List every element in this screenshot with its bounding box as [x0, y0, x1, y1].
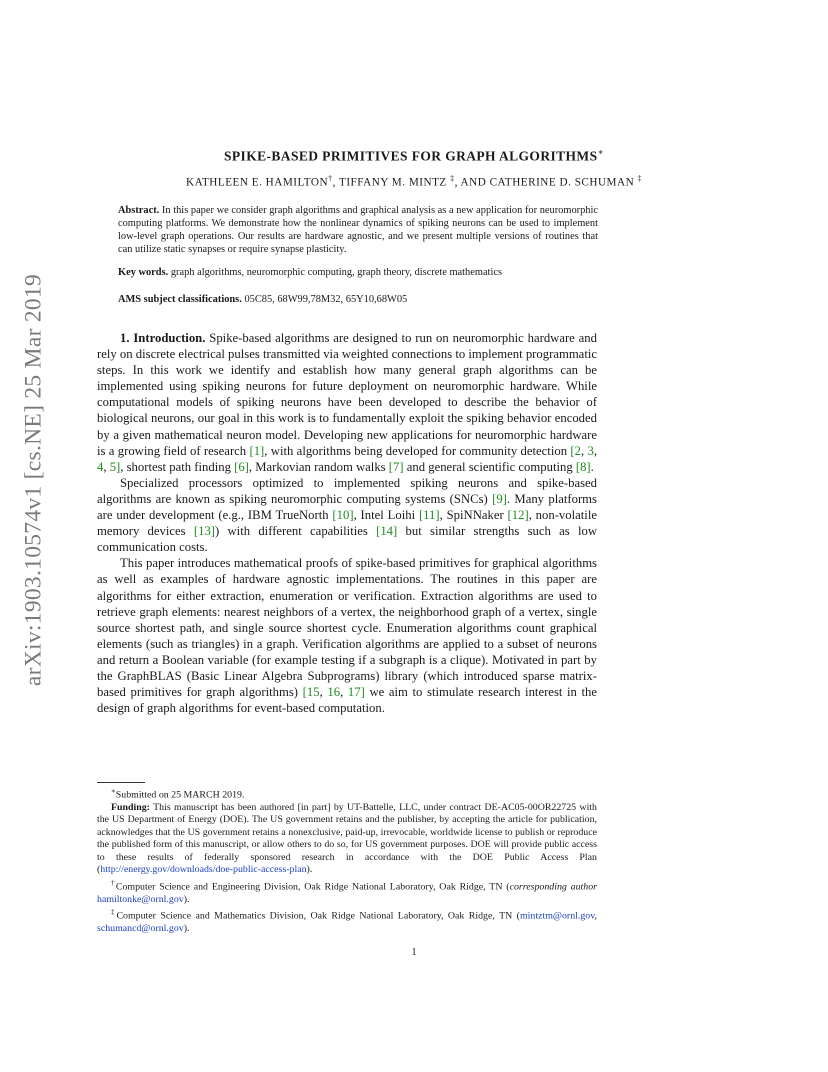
- citation-link[interactable]: [2: [570, 443, 581, 458]
- author-mark: †: [328, 174, 333, 183]
- body-text: , Markovian random walks: [248, 459, 389, 474]
- body-text: .: [590, 459, 594, 474]
- intro-paragraph-2: [97, 475, 597, 555]
- citation-link[interactable]: 17]: [347, 685, 365, 700]
- citation-link[interactable]: [10]: [332, 508, 354, 523]
- footnote-text: ).: [306, 864, 313, 876]
- footnote-mark: ∗: [111, 787, 116, 795]
- author-name: KATHLEEN E. HAMILTON: [186, 176, 329, 189]
- keywords: [118, 267, 598, 278]
- citation-link[interactable]: 4: [97, 459, 104, 474]
- funding-link[interactable]: http://energy.gov/downloads/doe-public-access-plan: [100, 864, 307, 876]
- title-footnote-mark: ∗: [597, 147, 605, 157]
- keywords-text: graph algorithms, neuromorphic computing, graph theory, discrete mathematics: [170, 267, 502, 278]
- keywords-label: Key words.: [118, 267, 169, 278]
- citation-link[interactable]: [15: [302, 685, 320, 700]
- citation-link[interactable]: [6]: [234, 459, 249, 474]
- author-separator: , AND: [454, 176, 490, 189]
- arxiv-sidebar-stamp: [14, 273, 54, 687]
- body-text: , with algorithms being developed for community detection: [264, 443, 571, 458]
- footnote-text: ).: [183, 922, 190, 934]
- abstract-text: In this paper we consider graph algorithms and graphical analysis as a new application for neuromorphic computing platforms. We demonstrate how the nonlinear dynamics of spiking neurons can be used to implement low-level graph operations. Our results are hardware agnostic, and we present multiple versions of routines that can utilize static synapses or require synapse plasticity.: [118, 205, 598, 256]
- body-text: ,: [340, 685, 348, 700]
- footnote-author-2: [97, 906, 597, 935]
- abstract-label: Abstract.: [118, 205, 160, 216]
- citation-link[interactable]: 3: [587, 443, 594, 458]
- citation-link[interactable]: [7]: [388, 459, 404, 474]
- body-text: we aim to stimulate research interest in the design of graph algorithms for event-based computation.: [97, 685, 598, 716]
- body-text: ,: [593, 443, 597, 458]
- citation-link[interactable]: 5]: [109, 459, 121, 474]
- author-name: TIFFANY M. MINTZ: [339, 176, 447, 189]
- body-text: ,: [103, 459, 110, 474]
- funding-label: Funding:: [111, 801, 150, 813]
- footnote-funding: [97, 802, 597, 877]
- footnote-italic: corresponding author: [509, 881, 597, 893]
- title-text: SPIKE-BASED PRIMITIVES FOR GRAPH ALGORITHMS: [223, 148, 598, 164]
- footnote-author-1: [97, 877, 597, 906]
- citation-link[interactable]: [14]: [376, 524, 398, 539]
- body-text: . Many platforms are under development (e.g., IBM TrueNorth: [97, 491, 597, 523]
- footnote-text: Submitted on 25 MARCH 2019.: [115, 789, 245, 801]
- body-text: Specialized processors optimized to implemented spiking neurons and spike-based algorithms are known as spiking neuromorphic computing systems (SNCs): [97, 475, 597, 506]
- page-number: 1: [411, 947, 417, 958]
- body-text: , shortest path finding: [120, 459, 235, 474]
- footnote-mark: ‡: [111, 908, 117, 917]
- footnote-submitted: [97, 785, 597, 802]
- citation-link[interactable]: [13]: [193, 524, 216, 539]
- body-text: , SpiNNaker: [439, 508, 508, 523]
- body-text: This paper introduces mathematical proofs of spike-based primitives for graphical algorithms as well as examples of hardware agnostic implementations. The routines in this paper are algorithms for either extraction, enumeration or verification. Extraction algorithms are used to retrieve graph elements: nearest neighbors of a vertex, the neighborhood graph of a vertex, single source shortest path, and single source shortest cycle. Enumeration algorithms count graphical elements (such as triangles) in a graph. Verification algorithms are applied to a subset of neurons and return a Boolean variable (for example testing if a subgraph is a clique). Motivated in part by the GraphBLAS (Basic Linear Algebra Subprograms) library (which introduced sparse matrix-based primitives for graph algorithms): [97, 556, 597, 700]
- body-text: and general scientific computing: [403, 459, 576, 474]
- author-mark: ‡: [450, 174, 455, 183]
- body-text: ,: [319, 685, 328, 700]
- email-link[interactable]: mintztm@ornl.gov: [519, 910, 595, 922]
- citation-link[interactable]: [9]: [492, 491, 507, 506]
- citation-link[interactable]: [8]: [575, 459, 591, 474]
- body-text: , Intel Loihi: [353, 508, 419, 523]
- email-link[interactable]: hamiltonke@ornl.gov: [97, 893, 184, 905]
- email-link[interactable]: schumancd@ornl.gov: [97, 922, 184, 934]
- introduction-section: [97, 330, 597, 716]
- ams-text: 05C85, 68W99,78M32, 65Y10,68W05: [244, 294, 408, 305]
- ams-classifications: [118, 294, 598, 305]
- arxiv-identifier: arXiv:1903.10574v1 [cs.NE] 25 Mar 2019: [20, 273, 47, 687]
- paper-title: [0, 147, 828, 165]
- body-text: Spike-based algorithms are designed to run on neuromorphic hardware and rely on discrete electrical pulses transmitted via weighted connections to implement programmatic steps. In this work we identify and establish how many general graph algorithms can be implemented using spiking neurons for future deployment on neuromorphic hardware. While computational models of spiking neurons have been developed to describe the behavior of biological neurons, our goal in this work is to fundamentally exploit the spiking behavior encoded by a given mathematical neuron model. Developing new applications for neuromorphic hardware is a growing field of research: [97, 331, 597, 458]
- body-text: ) with different capabilities: [215, 524, 377, 539]
- footnote-text: ,: [594, 910, 597, 922]
- author-name: CATHERINE D. SCHUMAN: [489, 176, 635, 189]
- footnote-text: Computer Science and Engineering Division, Oak Ridge National Laboratory, Oak Ridge, TN (: [115, 881, 510, 893]
- author-mark: ‡: [637, 174, 642, 183]
- body-text: ,: [580, 443, 588, 458]
- author-list: [0, 174, 828, 189]
- author-separator: ,: [332, 176, 339, 189]
- intro-paragraph-1: [97, 330, 597, 475]
- footnote-text: This manuscript has been authored [in part] by UT-Battelle, LLC, under contract DE-AC05-00OR22725 with the US Department of Energy (DOE). The US government retains and the publisher, by accepting the article for publication, acknowledges that the US government retains a nonexclusive, paid-up, irrevocable, worldwide license to publish or reproduce the published form of this manuscript, or allow others to do so, for US government purposes. DOE will provide public access to these results of federally sponsored research in accordance with the DOE Public Access Plan (: [97, 801, 597, 876]
- footnote-rule: [97, 782, 145, 783]
- section-heading: 1. Introduction.: [120, 331, 206, 345]
- ams-label: AMS subject classifications.: [118, 294, 242, 305]
- citation-link[interactable]: [11]: [418, 508, 440, 523]
- citation-link[interactable]: [12]: [507, 508, 529, 523]
- footnote-text: Computer Science and Mathematics Division, Oak Ridge National Laboratory, Oak Ridge, TN (: [116, 910, 520, 922]
- abstract: [118, 204, 598, 256]
- body-text: but similar strengths such as low communication costs.: [97, 524, 597, 555]
- footnotes: [97, 785, 597, 935]
- footnote-mark: †: [111, 878, 116, 887]
- body-text: , non-volatile memory devices: [97, 508, 597, 539]
- citation-link[interactable]: [1]: [249, 443, 265, 458]
- footnote-text: ).: [183, 893, 190, 905]
- citation-link[interactable]: 16: [327, 685, 341, 700]
- intro-paragraph-3: [97, 555, 597, 716]
